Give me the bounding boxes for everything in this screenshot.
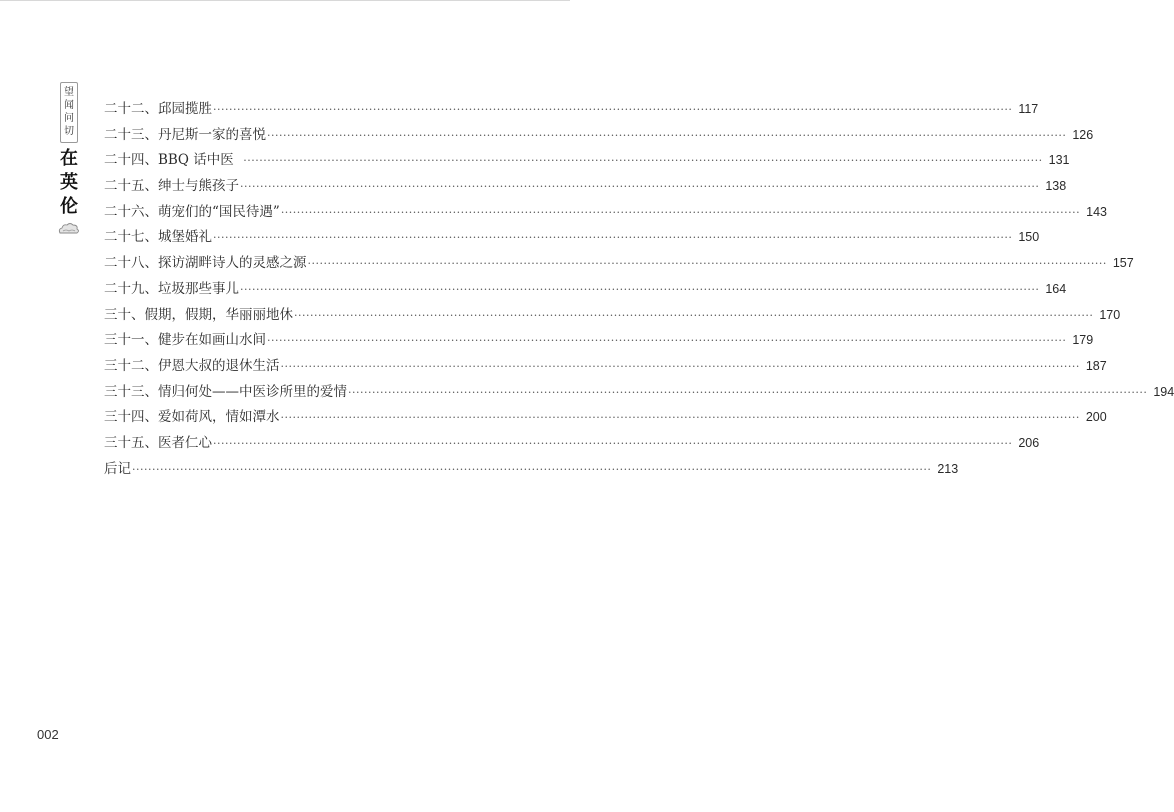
series-title-char: 在 xyxy=(60,148,78,169)
toc-dot-leader: ········································································································································································································ xyxy=(240,282,1040,296)
toc-dot-leader: ········································································································································································································ xyxy=(213,436,1013,450)
page-number: 002 xyxy=(37,727,59,742)
toc-entry-title: 三十二、伊恩大叔的退休生活 xyxy=(104,357,280,374)
series-subtitle-char: 切 xyxy=(64,126,74,137)
toc-entry-title: 二十八、探访湖畔诗人的灵感之源 xyxy=(104,255,307,272)
toc-entry[interactable] xyxy=(104,354,1107,380)
toc-entry[interactable] xyxy=(104,303,1121,329)
toc-dot-leader: ········································································································································································································ xyxy=(132,462,932,476)
toc-dot-leader: ········································································································································································································ xyxy=(280,411,1080,425)
series-title-char: 英 xyxy=(60,172,78,193)
toc-entry-title: 二十七、城堡婚礼 xyxy=(104,229,212,246)
toc-entry[interactable] xyxy=(104,251,1134,277)
toc-entry[interactable] xyxy=(104,431,1040,457)
toc-entry[interactable] xyxy=(104,328,1094,354)
toc-entry-title: 二十九、垃圾那些事儿 xyxy=(104,280,239,297)
toc-entry-title: 二十二、邱园揽胜 xyxy=(104,101,212,117)
series-subtitle-char: 望 xyxy=(64,87,74,98)
toc-entry[interactable] xyxy=(104,123,1094,149)
series-subtitle-box xyxy=(60,82,78,143)
series-subtitle-char: 闻 xyxy=(64,100,74,111)
toc-entry-page: 150 xyxy=(1018,230,1040,245)
toc-entry-page: 117 xyxy=(1018,102,1039,116)
toc-dot-leader: ········································································································································································································ xyxy=(294,308,1094,322)
toc-entry[interactable] xyxy=(104,457,959,483)
toc-entry-page: 206 xyxy=(1018,435,1040,450)
top-rule xyxy=(0,0,570,1)
toc-entry[interactable] xyxy=(104,277,1067,303)
toc-entry-page: 194 xyxy=(1153,384,1174,399)
table-of-contents xyxy=(104,97,1174,482)
toc-dot-leader: ········································································································································································································ xyxy=(307,257,1107,271)
toc-entry[interactable] xyxy=(104,405,1107,431)
series-subtitle-char: 问 xyxy=(64,113,74,124)
cloud-icon xyxy=(57,221,81,237)
toc-entry-page: 200 xyxy=(1085,410,1107,425)
toc-entry-page: 126 xyxy=(1072,127,1094,142)
toc-dot-leader: ········································································································································································································ xyxy=(267,128,1067,142)
toc-entry[interactable] xyxy=(104,225,1040,251)
toc-entry[interactable] xyxy=(104,380,1174,406)
series-title-vertical xyxy=(52,82,86,237)
toc-entry-title: 三十四、爱如荷风，情如潭水 xyxy=(104,409,280,426)
toc-entry-page: 179 xyxy=(1072,333,1094,348)
toc-entry-page: 164 xyxy=(1045,281,1067,296)
toc-entry[interactable] xyxy=(104,97,1039,123)
toc-dot-leader: ········································································································································································································ xyxy=(280,205,1081,219)
toc-entry-title: 二十六、萌宠们的“国民待遇” xyxy=(104,203,280,220)
toc-dot-leader: ········································································································································································································ xyxy=(240,180,1040,194)
toc-dot-leader: ········································································································································································································ xyxy=(267,334,1067,348)
toc-entry-page: 170 xyxy=(1099,307,1121,322)
series-main-title xyxy=(60,147,78,219)
toc-dot-leader: ········································································································································································································ xyxy=(280,359,1080,373)
toc-entry-title: 三十五、医者仁心 xyxy=(104,434,212,451)
toc-entry-title: 三十三、情归何处——中医诊所里的爱情 xyxy=(104,383,347,400)
toc-entry-page: 138 xyxy=(1045,179,1067,194)
toc-entry[interactable] xyxy=(104,148,1070,174)
series-title-char: 伦 xyxy=(60,196,78,217)
toc-dot-leader: ········································································································································································································ xyxy=(243,154,1043,168)
toc-entry-page: 157 xyxy=(1112,256,1134,271)
toc-entry-title: 二十三、丹尼斯一家的喜悦 xyxy=(104,126,266,143)
toc-dot-leader: ········································································································································································································ xyxy=(348,385,1148,399)
toc-dot-leader: ········································································································································································································ xyxy=(213,231,1013,245)
toc-entry-title: 三十、假期，假期，华丽丽地休 xyxy=(104,306,293,323)
toc-entry-page: 187 xyxy=(1085,358,1107,373)
toc-dot-leader: ········································································································································································································ xyxy=(213,103,1013,116)
toc-entry-page: 131 xyxy=(1048,153,1070,168)
toc-entry[interactable] xyxy=(104,200,1107,226)
toc-entry-title: 三十一、健步在如画山水间 xyxy=(104,332,266,349)
toc-entry-title: 二十四、BBQ 话中医 xyxy=(104,152,243,169)
toc-entry-title: 后记 xyxy=(104,460,131,477)
toc-entry-title: 二十五、绅士与熊孩子 xyxy=(104,178,239,195)
toc-entry[interactable] xyxy=(104,174,1067,200)
toc-entry-page: 143 xyxy=(1086,204,1107,219)
toc-entry-page: 213 xyxy=(937,461,959,476)
